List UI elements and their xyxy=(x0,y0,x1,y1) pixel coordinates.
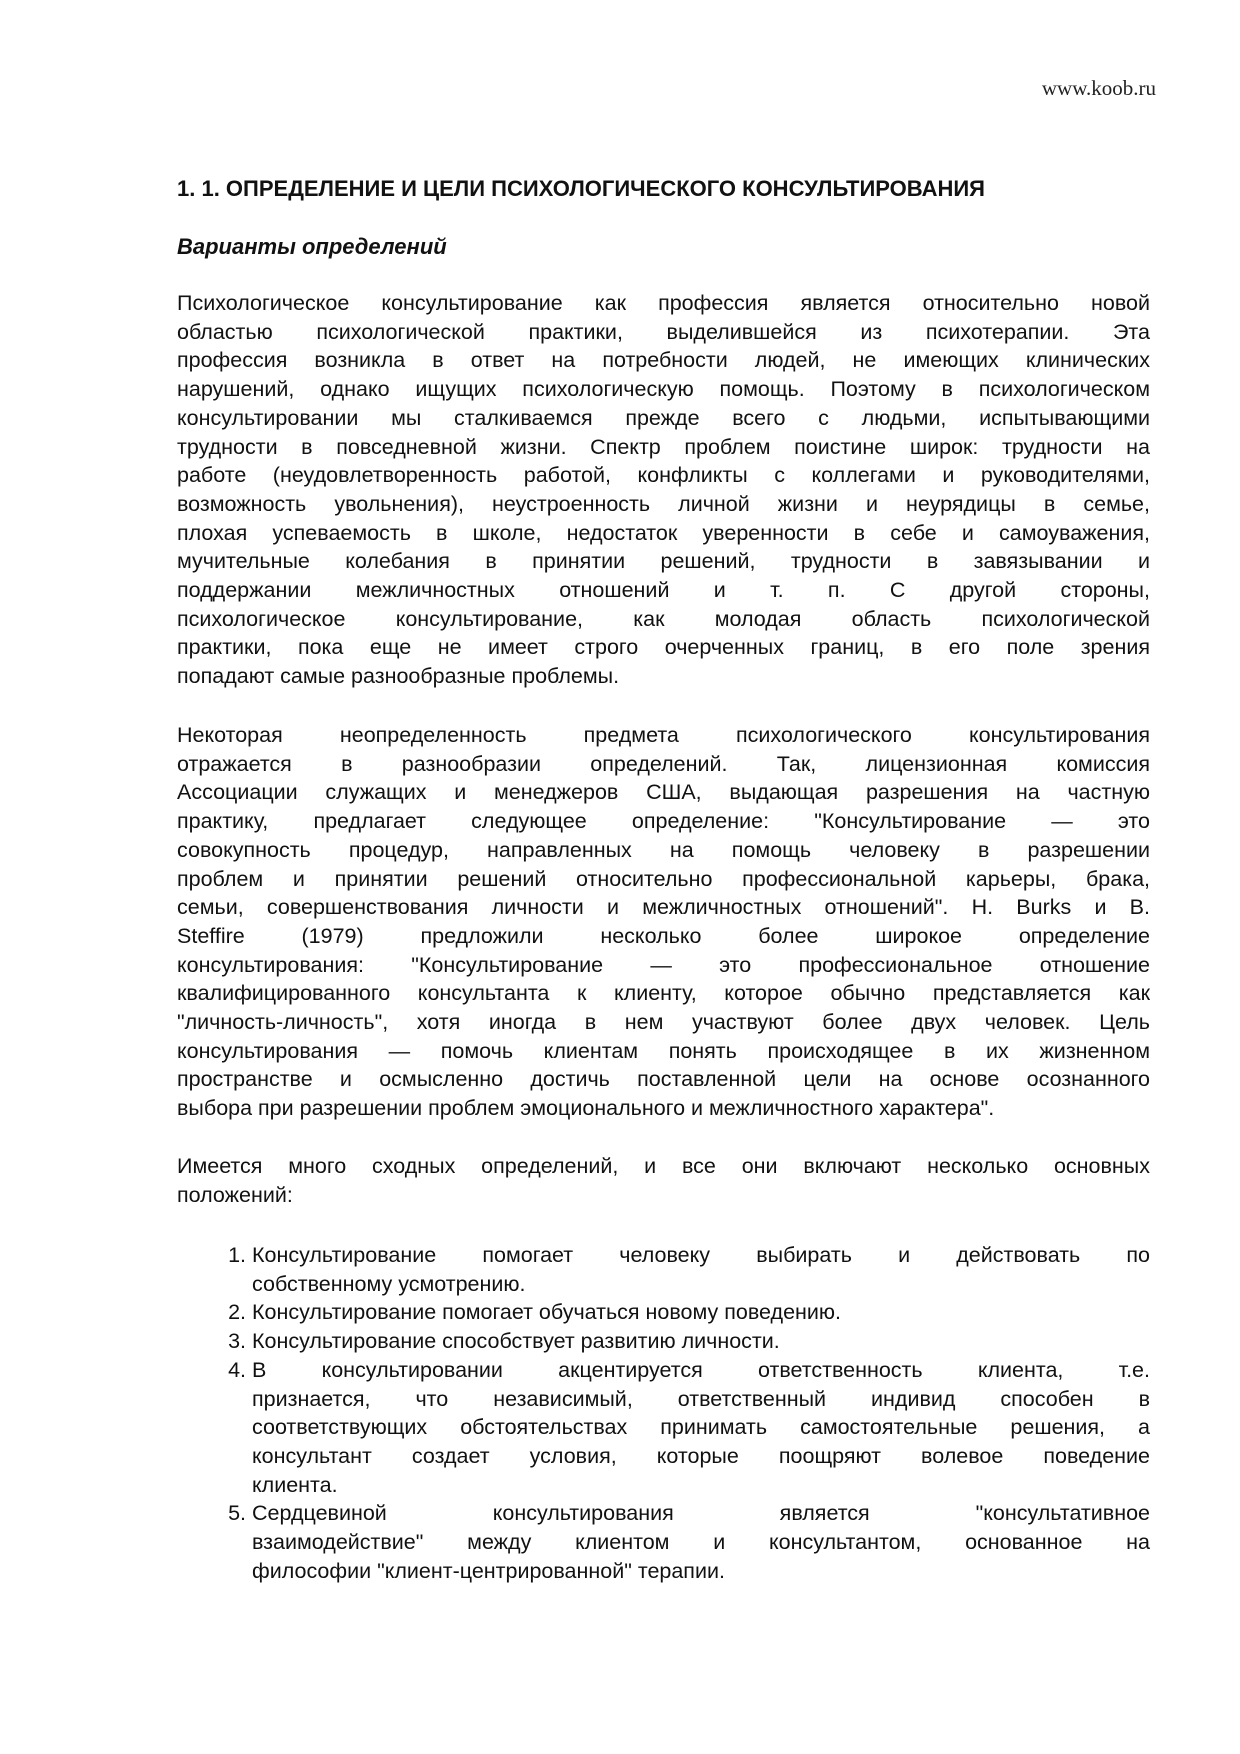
text-line: положений: xyxy=(177,1182,293,1207)
subsection-title: Варианты определений xyxy=(177,234,447,259)
text-line: плохая успеваемость в школе, недостаток уверенности в себе и самоуважения, xyxy=(177,520,1150,545)
list-item xyxy=(177,1356,1150,1500)
paragraph-3 xyxy=(177,1152,1150,1209)
list-text xyxy=(252,1241,1150,1298)
text-line: собственному усмотрению. xyxy=(252,1271,526,1296)
text-line: отражается в разнообразии определений. Так, лицензионная комиссия xyxy=(177,751,1150,776)
paragraph-2 xyxy=(177,721,1150,1123)
list-item xyxy=(177,1499,1150,1585)
text-line: консультирования: "Консультирование — это профессиональное отношение xyxy=(177,952,1150,977)
text-line: Сердцевиной консультирования является "консультативное xyxy=(252,1501,1150,1526)
list-text xyxy=(252,1356,1150,1500)
text-line: Консультирование способствует развитию личности. xyxy=(252,1329,780,1354)
list-number: 2. xyxy=(228,1300,246,1325)
list-item xyxy=(177,1298,1150,1327)
text-line: нарушений, однако ищущих психологическую помощь. Поэтому в психологическом xyxy=(177,377,1150,402)
list-number: 3. xyxy=(228,1329,246,1354)
text-line: клиента. xyxy=(252,1472,338,1497)
list-text xyxy=(252,1327,1150,1356)
text-line: мучительные колебания в принятии решений, трудности в завязывании и xyxy=(177,549,1150,574)
text-line: практику, предлагает следующее определение: "Консультирование — это xyxy=(177,809,1150,834)
text-line: областью психологической практики, выделившейся из психотерапии. Эта xyxy=(177,319,1150,344)
text-line: Ассоциации служащих и менеджеров США, выдающая разрешения на частную xyxy=(177,780,1150,805)
list-text xyxy=(252,1499,1150,1585)
text-line: взаимодействие" между клиентом и консультантом, основанное на xyxy=(252,1530,1150,1555)
text-line: Психологическое консультирование как профессия является относительно новой xyxy=(177,291,1150,315)
list-number: 4. xyxy=(228,1357,246,1382)
text-line: практики, пока еще не имеет строго очерченных границ, в его поле зрения xyxy=(177,635,1150,660)
text-line: поддержании межличностных отношений и т. п. С другой стороны, xyxy=(177,578,1150,603)
text-line: Steffire (1979) предложили несколько более широкое определение xyxy=(177,923,1150,948)
text-line: Некоторая неопределенность предмета психологического консультирования xyxy=(177,723,1150,747)
text-line: психологическое консультирование, как молодая область психологической xyxy=(177,606,1150,631)
text-line: консультировании мы сталкиваемся прежде всего с людьми, испытывающими xyxy=(177,405,1150,430)
text-line: выбора при разрешении проблем эмоционального и межличностного характера". xyxy=(177,1096,995,1121)
text-line: проблем и принятии решений относительно профессиональной карьеры, брака, xyxy=(177,866,1150,891)
text-line: Консультирование помогает обучаться новому поведению. xyxy=(252,1300,842,1325)
text-line: Консультирование помогает человеку выбирать и действовать по xyxy=(252,1243,1150,1267)
text-line: соответствующих обстоятельствах принимать самостоятельные решения, а xyxy=(252,1415,1150,1440)
text-line: философии "клиент-центрированной" терапии. xyxy=(252,1558,725,1583)
text-line: попадают самые разнообразные проблемы. xyxy=(177,664,620,689)
numbered-list xyxy=(177,1241,1150,1585)
list-item xyxy=(177,1327,1150,1356)
text-line: пространстве и осмысленно достичь поставленной цели на основе осознанного xyxy=(177,1067,1150,1092)
list-number: 5. xyxy=(228,1501,246,1526)
text-line: квалифицированного консультанта к клиенту, которое обычно представляется как xyxy=(177,981,1150,1006)
list-number: 1. xyxy=(228,1243,246,1267)
text-line: возможность увольнения), неустроенность личной жизни и неурядицы в семье, xyxy=(177,491,1150,516)
site-url: www.koob.ru xyxy=(1041,76,1156,100)
list-item xyxy=(177,1241,1150,1298)
paragraph-1 xyxy=(177,289,1150,691)
list-text xyxy=(252,1298,1150,1327)
text-line: работе (неудовлетворенность работой, конфликты с коллегами и руководителями, xyxy=(177,463,1150,488)
text-line: семьи, совершенствования личности и межличностных отношений". H. Burks и B. xyxy=(177,895,1150,920)
text-line: признается, что независимый, ответственный индивид способен в xyxy=(252,1386,1150,1411)
text-line: совокупность процедур, направленных на помощь человеку в разрешении xyxy=(177,837,1150,862)
text-line: трудности в повседневной жизни. Спектр проблем поистине широк: трудности на xyxy=(177,434,1150,459)
text-line: В консультировании акцентируется ответственность клиента, т.е. xyxy=(252,1357,1150,1382)
text-line: консультант создает условия, которые поощряют волевое поведение xyxy=(252,1443,1150,1468)
text-line: консультирования — помочь клиентам понять происходящее в их жизненном xyxy=(177,1038,1150,1063)
section-title: 1. 1. ОПРЕДЕЛЕНИЕ И ЦЕЛИ ПСИХОЛОГИЧЕСКОГО КОНСУЛЬТИРОВАНИЯ xyxy=(177,176,985,201)
text-line: Имеется много сходных определений, и все они включают несколько основных xyxy=(177,1154,1150,1178)
text-line: профессия возникла в ответ на потребности людей, не имеющих клинических xyxy=(177,348,1150,373)
text-line: "личность-личность", хотя иногда в нем участвуют более двух человек. Цель xyxy=(177,1010,1150,1035)
